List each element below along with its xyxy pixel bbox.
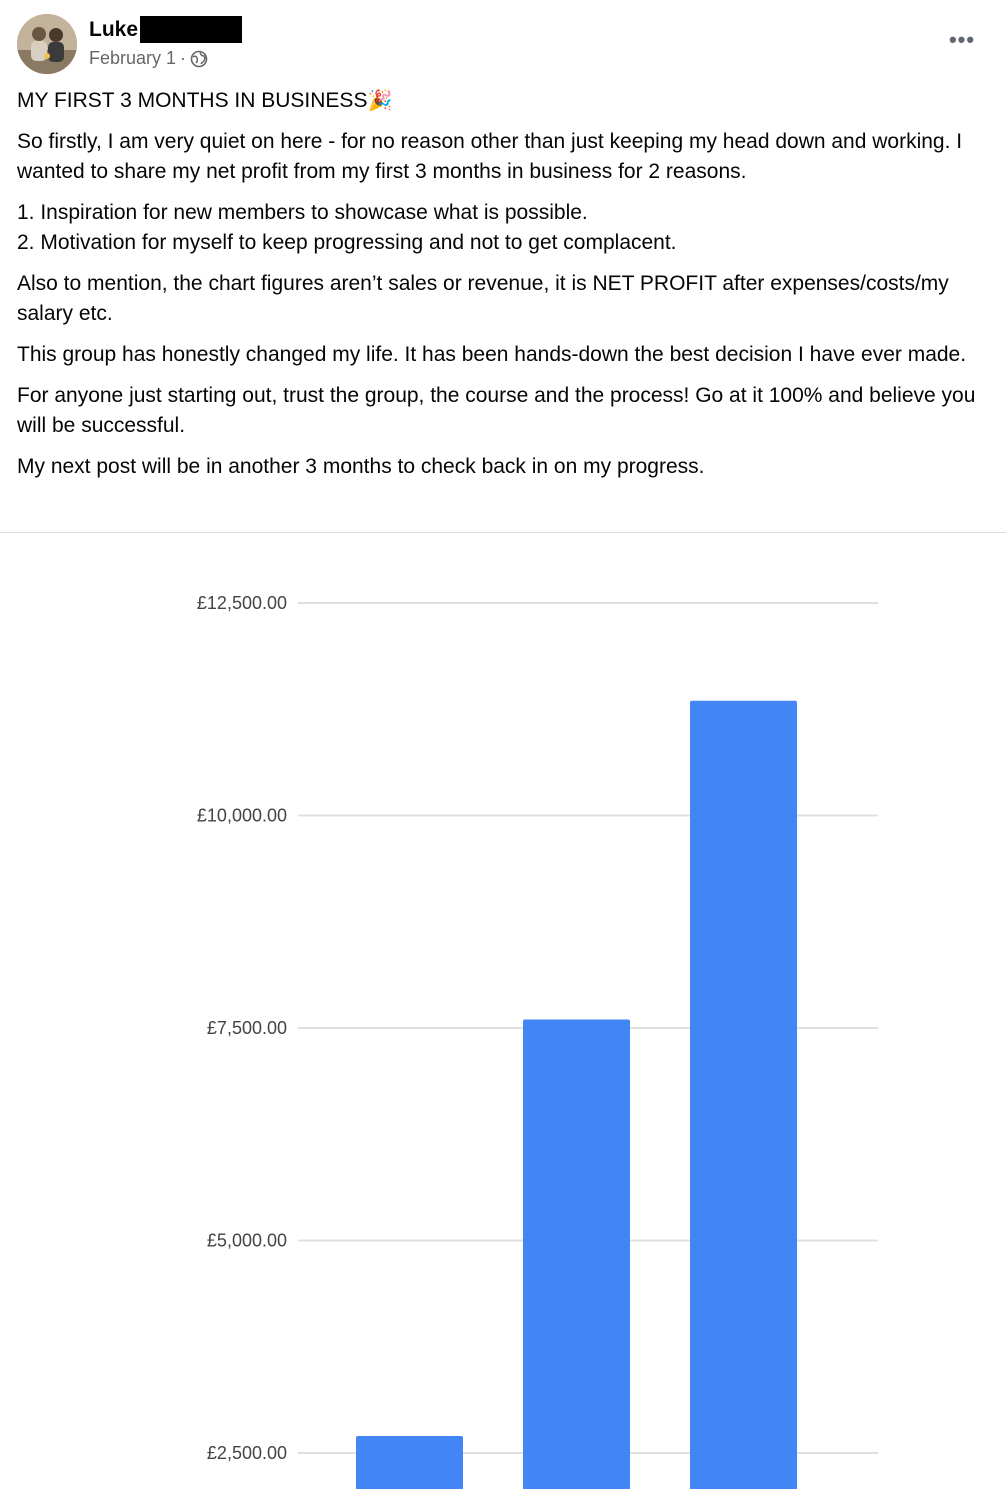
post-body bbox=[17, 86, 977, 493]
profit-chart-image[interactable] bbox=[0, 533, 1006, 1489]
party-popper-icon: 🎉 bbox=[367, 90, 393, 112]
post-date[interactable]: February 1 bbox=[89, 48, 177, 68]
avatar[interactable] bbox=[17, 14, 77, 74]
meta-separator: · bbox=[180, 48, 187, 68]
more-options-icon[interactable]: ••• bbox=[948, 27, 976, 52]
globe-icon[interactable] bbox=[190, 50, 208, 68]
post-header bbox=[0, 0, 1006, 80]
bar-month-3 bbox=[690, 701, 797, 1489]
post-paragraph: For anyone just starting out, trust the group, the course and the process! Go at it 100% and believe you will be successful. bbox=[17, 384, 976, 437]
post-title: MY FIRST 3 MONTHS IN BUSINESS bbox=[17, 89, 368, 112]
post-paragraph: So firstly, I am very quiet on here - for no reason other than just keeping my head down and working. I wanted to share my net profit from my first 3 months in business for 2 reasons. bbox=[17, 130, 963, 183]
post-paragraph: This group has honestly changed my life. It has been hands-down the best decision I have ever made. bbox=[17, 343, 967, 366]
y-tick-label: £7,500.00 bbox=[206, 1018, 287, 1038]
post-paragraph: My next post will be in another 3 months to check back in on my progress. bbox=[17, 455, 705, 478]
post-list-item: 1. Inspiration for new members to showcase what is possible. bbox=[17, 201, 588, 224]
y-tick-label: £12,500.00 bbox=[196, 593, 287, 613]
post-paragraph: Also to mention, the chart figures aren’t sales or revenue, it is NET PROFIT after expenses/costs/my salary etc. bbox=[17, 272, 949, 325]
bar-month-1 bbox=[356, 1436, 463, 1489]
bar-month-2 bbox=[523, 1020, 630, 1489]
name-redaction bbox=[140, 16, 242, 43]
bar-chart bbox=[0, 533, 1006, 1489]
author-first-name[interactable]: Luke bbox=[89, 17, 139, 41]
y-tick-label: £10,000.00 bbox=[196, 805, 287, 826]
y-tick-label: £5,000.00 bbox=[206, 1230, 287, 1251]
y-tick-label: £2,500.00 bbox=[206, 1443, 287, 1463]
post-list-item: 2. Motivation for myself to keep progressing and not to get complacent. bbox=[17, 231, 677, 254]
post-title-line bbox=[17, 86, 977, 116]
author-name[interactable] bbox=[89, 16, 242, 43]
post-meta bbox=[89, 48, 208, 69]
